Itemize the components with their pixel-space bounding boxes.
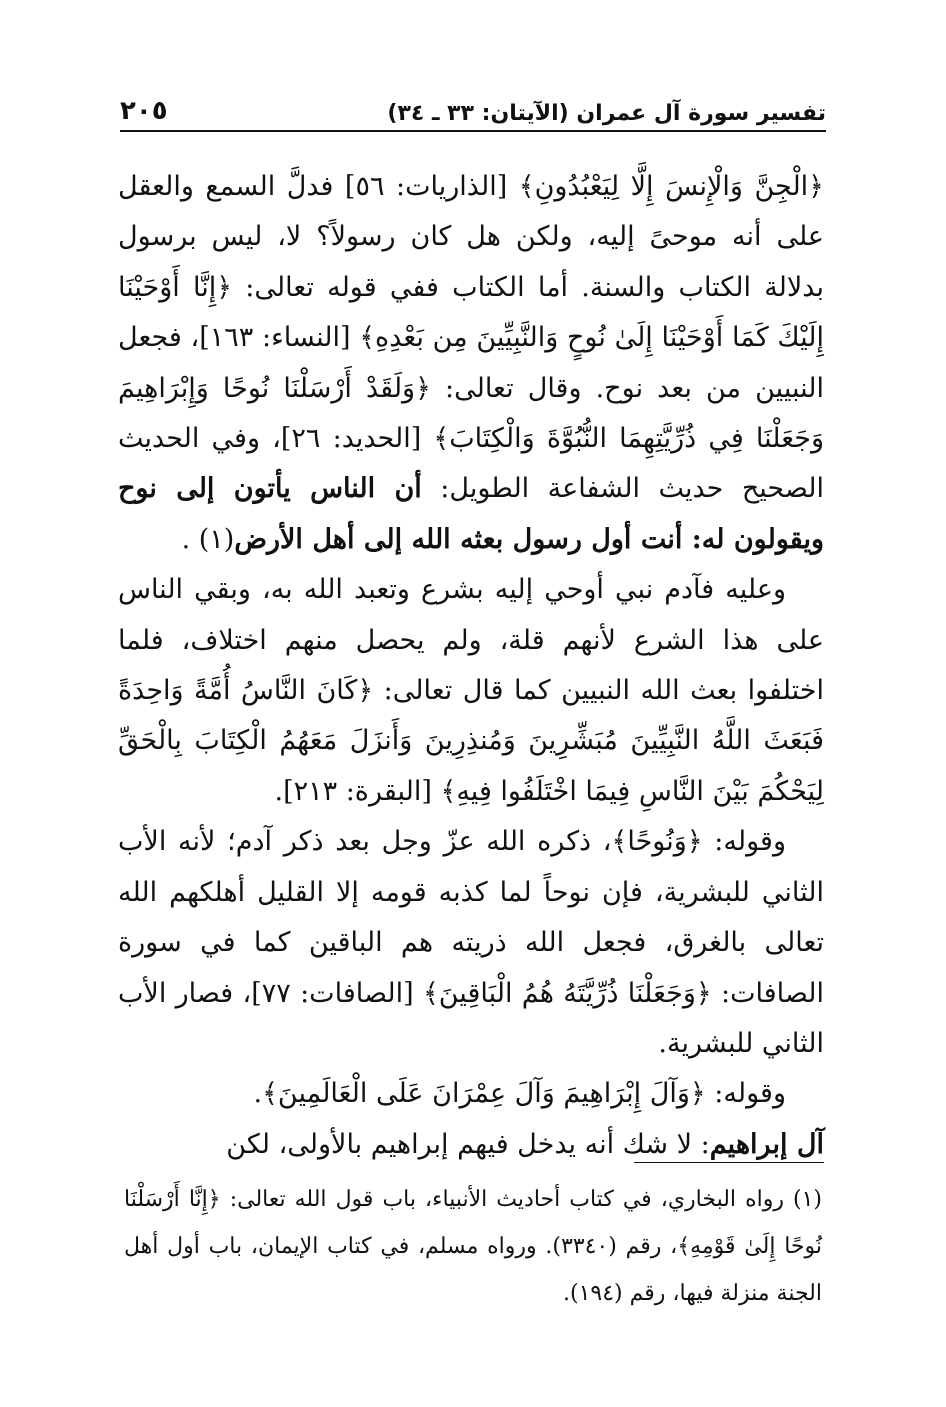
main-text	[118, 162, 824, 1170]
paragraph-5-text: : لا شك أنه يدخل فيهم إبراهيم بالأولى، لكن	[226, 1128, 710, 1160]
footnote-ref-1: (١) .	[181, 523, 235, 555]
footnotes	[124, 1176, 822, 1317]
hadith-quote: أن الناس يأتون إلى نوح ويقولون له: أنت أول رسول بعثه الله إلى أهل الأرض	[118, 473, 824, 555]
running-header	[120, 82, 826, 132]
header-title: تفسير سورة آل عمران (الآيتان: ٣٣ ـ ٣٤)	[387, 101, 826, 126]
paragraph-4: وقوله: ﴿وَآلَ إِبْرَاهِيمَ وَآلَ عِمْرَانَ عَلَى الْعَالَمِينَ﴾.	[253, 1078, 786, 1110]
paragraph-3: وقوله: ﴿وَنُوحًا﴾، ذكره الله عزّ وجل بعد ذكر آدم؛ لأنه الأب الثاني للبشرية، فإن نوحاً لما كذبه قومه إلا القليل أهلكهم الله تعالى بالغرق، فجعل الله ذريته هم الباقين كما في سورة الصافات: ﴿وَجَعَلْنَا ذُرِّيَّتَهُ هُمُ الْبَاقِينَ﴾ [الصافات: ٧٧]، فصار الأب الثاني للبشرية.	[118, 826, 824, 1059]
paragraph-1	[118, 162, 824, 565]
paragraph-2: وعليه فآدم نبي أوحي إليه بشرع وتعبد الله به، وبقي الناس على هذا الشرع لأنهم قلة، ولم يحصل منهم اختلاف، فلما اختلفوا بعث الله النبيين كما قال تعالى: ﴿كَانَ النَّاسُ أُمَّةً وَاحِدَةً فَبَعَثَ اللَّهُ النَّبِيِّينَ مُبَشِّرِينَ وَمُنذِرِينَ وَأَنزَلَ مَعَهُمُ الْكِتَابَ بِالْحَقِّ لِيَحْكُمَ بَيْنَ النَّاسِ فِيمَا اخْتَلَفُوا فِيهِ﴾ [البقرة: ٢١٣].	[118, 574, 824, 807]
footnote-1: (١) رواه البخاري، في كتاب أحاديث الأنبياء، باب قول الله تعالى: ﴿إِنَّا أَرْسَلْنَا نُوحًا إِلَىٰ قَوْمِهِ﴾، رقم (٣٣٤٠). ورواه مسلم، في كتاب الإيمان، باب أول أهل الجنة منزلة فيها، رقم (١٩٤).	[124, 1187, 822, 1306]
footnote-separator	[634, 1162, 824, 1163]
paragraph-1-text: ﴿الْجِنَّ وَالْإِنسَ إِلَّا لِيَعْبُدُونِ﴾ [الذاريات: ٥٦] فدلَّ السمع والعقل على أنه موحىً إليه، ولكن هل كان رسولاً؟ لا، ليس برسول بدلالة الكتاب والسنة. أما الكتاب ففي قوله تعالى: ﴿إِنَّا أَوْحَيْنَا إِلَيْكَ كَمَا أَوْحَيْنَا إِلَىٰ نُوحٍ وَالنَّبِيِّينَ مِن بَعْدِهِ﴾ [النساء: ١٦٣]، فجعل النبيين من بعد نوح. وقال تعالى: ﴿وَلَقَدْ أَرْسَلْنَا نُوحًا وَإِبْرَاهِيمَ وَجَعَلْنَا فِي ذُرِّيَّتِهِمَا النُّبُوَّةَ وَالْكِتَابَ﴾ [الحديد: ٢٦]، وفي الحديث الصحيح حديث الشفاعة الطويل:	[118, 171, 825, 505]
term-al-ibrahim: آل إبراهيم	[709, 1128, 824, 1160]
page-number: ٢٠٥	[120, 96, 168, 126]
